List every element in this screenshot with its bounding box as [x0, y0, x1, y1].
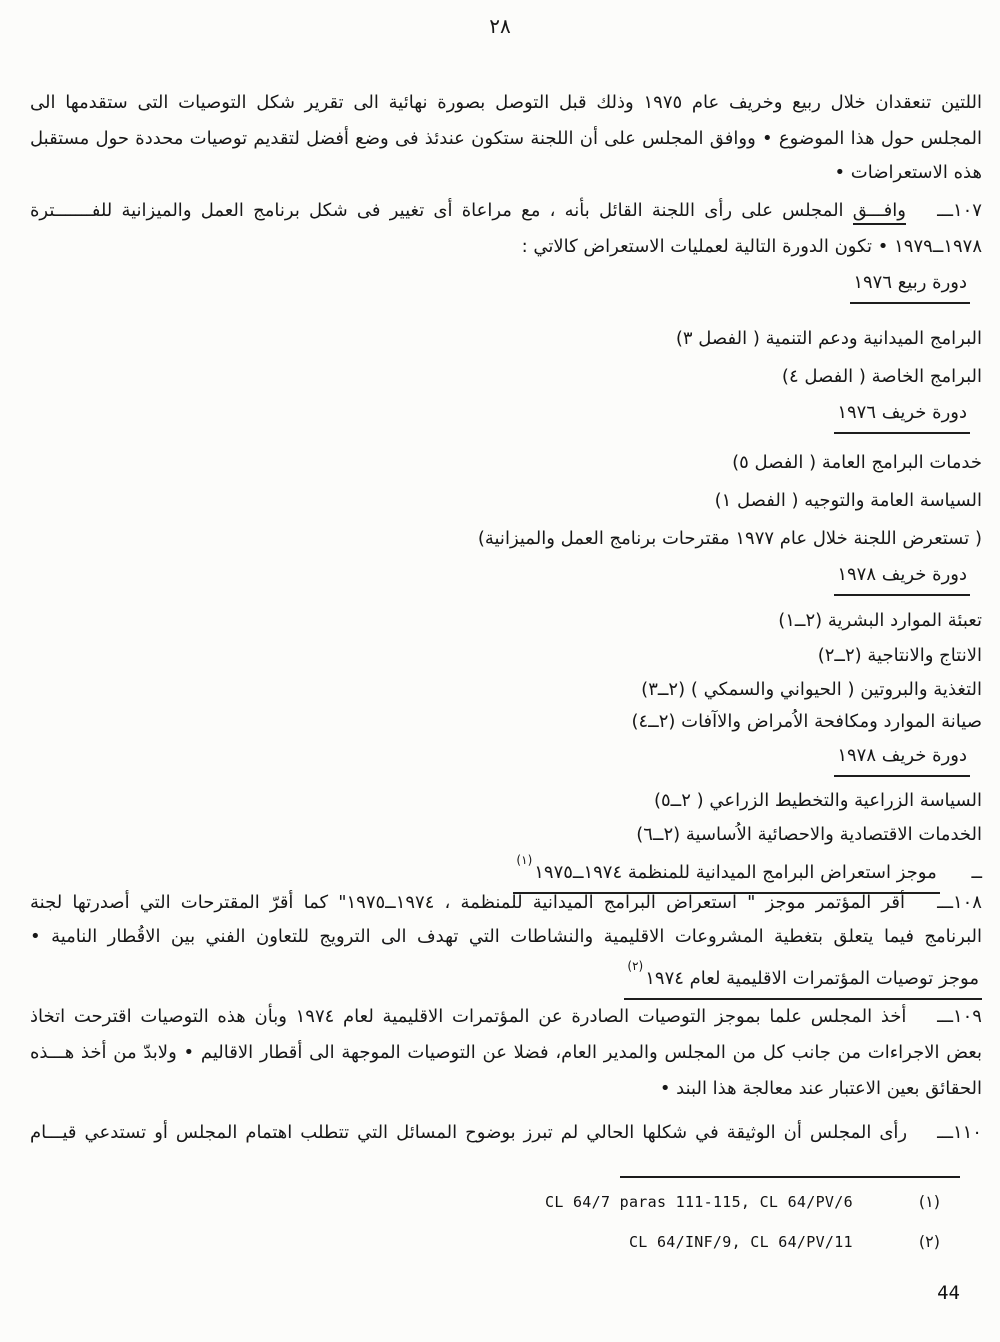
session-heading-text: دورة خريف ١٩٧٨ [834, 741, 970, 777]
footnote-1 [545, 1192, 940, 1211]
para-107-line-2: ١٩٧٨ــ١٩٧٩ • تكون الدورة التالية لعمليات الاستعراض كالاتي : [521, 236, 982, 257]
schedule-item: الانتاج والانتاجية (٢ــ٢) [817, 645, 982, 666]
regional-heading-text: موجز توصيات المؤتمرات الاقليمية لعام ١٩٧٤$^{(٢)}$ [624, 958, 982, 1000]
list-dash: ــ [971, 862, 982, 883]
session-heading-autumn-1978-a [30, 560, 970, 596]
para-110-number: ١١٠ـــ [937, 1122, 982, 1143]
para-107-underlined-word: وافـــق [853, 200, 906, 225]
footnote-1-marker: (١) [918, 1192, 940, 1211]
para-109-line-3: الحقائق بعين الاعتبار عند معالجة هذا البند • [659, 1078, 982, 1099]
para-109-line-2: بعض الاجراءات من جانب كل من المجلس والمدير العام، فضلا عن التوصيات الموجهة الى أقطار الاقاليم • ولابدّ من أخذ هـــذه [30, 1042, 982, 1063]
session-heading-spring-1976 [30, 268, 970, 304]
para-110-text: رأى المجلس أن الوثيقة في شكلها الحالي لم تبرز بوضوح المسائل التي تتطلب اهتمام المجلس أو تستدعي قيـــام [30, 1122, 908, 1143]
schedule-item: التغذية والبروتين ( الحيواني والسمكي ) (٢ــ٣) [641, 679, 982, 700]
footnote-rule [620, 1176, 960, 1178]
field-review-heading-text: موجز استعراض البرامج الميدانية للمنظمة ١٩٧٤ــ١٩٧٥$^{(١)}$ [513, 852, 939, 894]
footnote-ref-2: (٢) [627, 959, 644, 973]
schedule-item: خدمات البرامج العامة ( الفصل ٥) [732, 452, 982, 473]
para-108-line-1 [30, 888, 982, 918]
footnote-ref-1: (١) [516, 853, 533, 867]
schedule-item: تعبئة الموارد البشرية (٢ــ١) [778, 610, 982, 631]
para-108-line-2: البرنامج فيما يتعلق بتغطية المشروعات الاقليمية والنشاطات التي تهدف الى الترويج للتعاون الفني بين الاقُطار النامية • [30, 926, 982, 947]
bottom-page-number: 44 [937, 1282, 960, 1304]
para-107-line-1 [30, 196, 982, 226]
schedule-item: البرامج الميدانية ودعم التنمية ( الفصل ٣) [675, 328, 982, 349]
session-heading-autumn-1978-b [30, 741, 970, 777]
intro-line-2: المجلس حول هذا الموضوع • ووافق المجلس على أن اللجنة ستكون عندئذ فى وضع أفضل لتقديم توصيات محددة حول مستقبل [30, 128, 982, 149]
session-heading-text: دورة خريف ١٩٧٦ [834, 398, 970, 434]
regional-heading [30, 958, 982, 1000]
footnote-1-text: CL 64/7 paras 111-115, CL 64/PV/6 [544, 1193, 853, 1211]
footnote-2-marker: (٢) [918, 1232, 940, 1251]
para-107-number: ١٠٧ـــ [937, 200, 982, 221]
session-heading-text: دورة ربيع ١٩٧٦ [850, 268, 970, 304]
footnote-2-text: CL 64/INF/9, CL 64/PV/11 [628, 1233, 853, 1251]
para-107-text: المجلس على رأى اللجنة القائل بأنه ، مع مراعاة أى تغيير فى شكل برنامج العمل والميزانية للفـــــــترة [30, 200, 844, 221]
intro-line-3: هذه الاستعراضات • [834, 162, 982, 183]
para-108-text: أقر المؤتمر موجز " استعراض البرامج الميدانية للمنظمة ، ١٩٧٤ــ١٩٧٥" كما أقرّ المقترحات التي أصدرتها لجنة [30, 892, 905, 913]
schedule-item: الخدمات الاقتصادية والاحصائية الاُساسية (٢ــ٦) [636, 824, 982, 845]
schedule-item: السياسة الزراعية والتخطيط الزراعي ( ٢ــ٥) [653, 790, 982, 811]
footnote-2 [629, 1232, 940, 1251]
para-110-line-1 [30, 1118, 982, 1148]
para-109-line-1 [30, 1002, 982, 1032]
para-109-number: ١٠٩ـــ [937, 1006, 982, 1027]
session-heading-text: دورة خريف ١٩٧٨ [834, 560, 970, 596]
session-heading-autumn-1976 [30, 398, 970, 434]
schedule-item: صيانة الموارد ومكافحة الاُمراض والاآفات (٢ــ٤) [631, 711, 982, 732]
para-109-text: أخذ المجلس علما بموجز التوصيات الصادرة عن المؤتمرات الاقليمية لعام ١٩٧٤ وبأن هذه التوصيات اقترحت اتخاذ [30, 1006, 907, 1027]
top-page-number: ٢٨ [489, 14, 511, 38]
para-108-number: ١٠٨ـــ [937, 892, 982, 913]
schedule-item: ( تستعرض اللجنة خلال عام ١٩٧٧ مقترحات برنامج العمل والميزانية) [477, 528, 982, 549]
intro-line-1: اللتين تنعقدان خلال ربيع وخريف عام ١٩٧٥ وذلك قبل التوصل بصورة نهائية الى تقرير شكل التوصيات التى ستقدمها الى [30, 92, 982, 113]
schedule-item: السياسة العامة والتوجيه ( الفصل ١) [714, 490, 982, 511]
schedule-item: البرامج الخاصة ( الفصل ٤) [781, 366, 982, 387]
